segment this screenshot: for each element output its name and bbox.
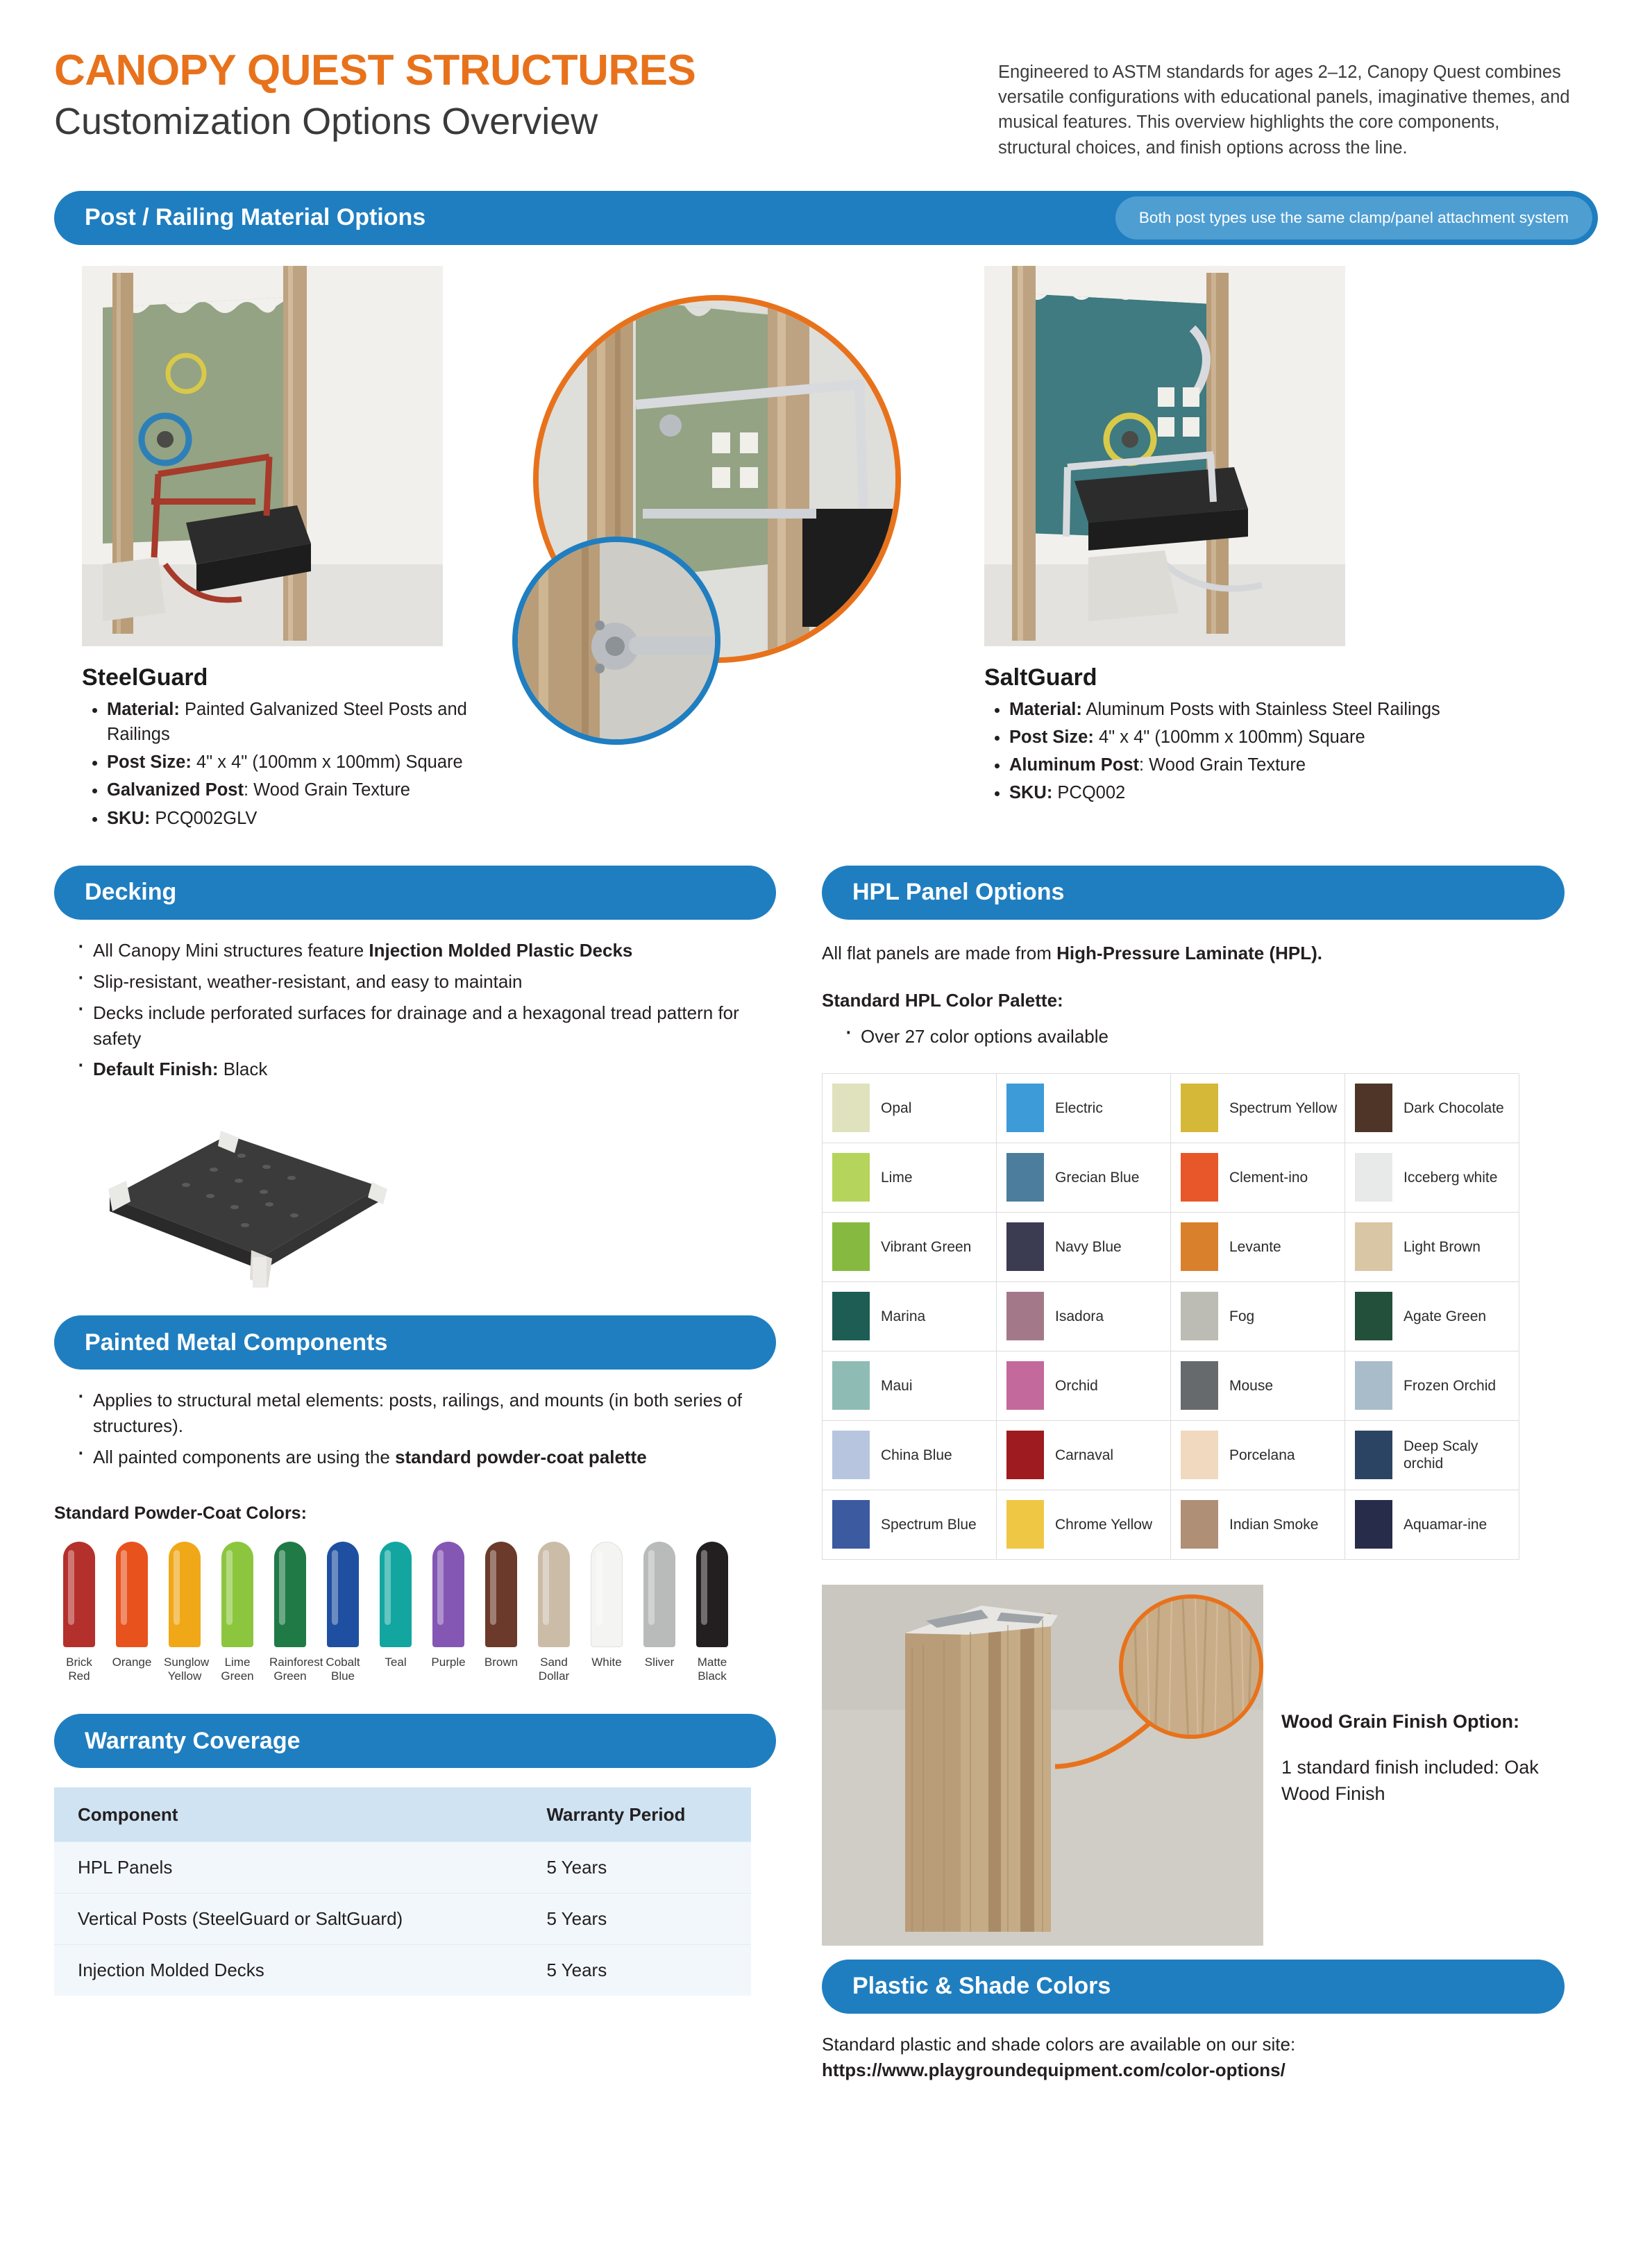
powder-coat-label: Sliver <box>644 1656 675 1669</box>
list-item: • Material: Aluminum Posts with Stainless Steel Railings <box>1009 697 1484 722</box>
warranty-table <box>54 1787 751 1996</box>
hpl-chip <box>1355 1431 1392 1479</box>
powder-coat-chip <box>432 1542 464 1647</box>
powder-coat-chip <box>591 1542 623 1647</box>
post-options-row <box>54 266 1598 834</box>
powder-coat-chip <box>327 1542 359 1647</box>
powder-coat-chip <box>221 1542 253 1647</box>
list-item: · All Canopy Mini structures feature Injection Molded Plastic Decks <box>74 938 776 963</box>
table-header-component: Component <box>78 1803 178 1825</box>
powder-coat-swatch <box>111 1542 153 1683</box>
hpl-chip-label: Clement-ino <box>1229 1169 1308 1186</box>
powder-coat-title: Standard Powder-Coat Colors: <box>54 1503 307 1524</box>
hpl-swatch <box>997 1490 1171 1560</box>
section-bar-painted-metal-label: Painted Metal Components <box>85 1329 388 1356</box>
hpl-swatch <box>1171 1421 1345 1490</box>
hpl-chip <box>1181 1222 1218 1271</box>
hpl-chip-label: Light Brown <box>1404 1238 1481 1255</box>
powder-coat-chip <box>696 1542 728 1647</box>
mount-detail-illustration <box>518 542 720 745</box>
table-header-row <box>54 1787 751 1842</box>
powder-coat-label: Matte Black <box>697 1656 727 1683</box>
steelguard-photo <box>82 266 443 646</box>
hpl-swatch <box>1171 1213 1345 1282</box>
steelguard-specs <box>54 697 512 831</box>
post-railing-note-pill: Both post types use the same clamp/panel attachment system <box>1115 196 1592 239</box>
hpl-chip-label: Mouse <box>1229 1377 1274 1394</box>
table-cell-component: Injection Molded Decks <box>78 1960 264 1981</box>
hpl-chip <box>1006 1361 1044 1410</box>
steelguard-illustration <box>82 266 443 646</box>
hpl-chip-label: Spectrum Yellow <box>1229 1100 1338 1116</box>
hpl-swatch <box>1171 1490 1345 1560</box>
saltguard-column <box>984 266 1484 834</box>
wood-post-photo <box>822 1585 1263 1946</box>
list-item: • Post Size: 4" x 4" (100mm x 100mm) Square <box>107 750 512 775</box>
hpl-chip-label: Grecian Blue <box>1055 1169 1140 1186</box>
powder-coat-chip <box>380 1542 412 1647</box>
hpl-chip <box>1006 1431 1044 1479</box>
hpl-swatch <box>823 1074 997 1143</box>
powder-coat-label: Purple <box>431 1656 466 1669</box>
saltguard-photo <box>984 266 1345 646</box>
table-cell-component: HPL Panels <box>78 1857 173 1878</box>
header-titles <box>54 49 956 142</box>
powder-coat-label: White <box>591 1656 622 1669</box>
section-bar-painted-metal <box>54 1315 776 1370</box>
hpl-swatch <box>1345 1351 1519 1421</box>
powder-coat-chip <box>169 1542 201 1647</box>
hpl-chip-label: Vibrant Green <box>881 1238 972 1255</box>
hpl-chip-label: Icceberg white <box>1404 1169 1498 1186</box>
section-bar-warranty-label: Warranty Coverage <box>85 1727 301 1754</box>
wood-grain-text <box>1263 1585 1541 1946</box>
hpl-chip-label: Dark Chocolate <box>1404 1100 1504 1116</box>
table-row <box>54 1842 751 1893</box>
hpl-chip-label: Marina <box>881 1308 926 1324</box>
table-cell-period: 5 Years <box>546 1960 607 1981</box>
hpl-chip-label: Levante <box>1229 1238 1281 1255</box>
wood-grain-block <box>822 1585 1565 1946</box>
hpl-swatch <box>1345 1213 1519 1282</box>
hpl-palette-title: Standard HPL Color Palette: <box>822 989 1063 1011</box>
mount-detail-callout <box>512 537 720 745</box>
list-item: · Applies to structural metal elements: posts, railings, and mounts (in both series of structures). <box>74 1388 776 1439</box>
section-bar-plastic-shade <box>822 1960 1565 2014</box>
hpl-swatch <box>997 1351 1171 1421</box>
hpl-swatch <box>823 1421 997 1490</box>
hpl-swatch <box>997 1074 1171 1143</box>
powder-coat-chip <box>116 1542 148 1647</box>
hpl-chip <box>832 1084 870 1132</box>
hpl-chip-label: Maui <box>881 1377 913 1394</box>
powder-coat-chip <box>63 1542 95 1647</box>
hpl-chip <box>1006 1222 1044 1271</box>
wood-grain-heading: Wood Grain Finish Option: <box>1281 1710 1519 1732</box>
hpl-chip-label: Isadora <box>1055 1308 1104 1324</box>
powder-coat-swatch <box>639 1542 680 1683</box>
hpl-chip-label: Aquamar-ine <box>1404 1516 1487 1533</box>
list-item: • Material: Painted Galvanized Steel Posts and Railings <box>107 697 512 747</box>
page-title: CANOPY QUEST STRUCTURES <box>54 47 696 94</box>
powder-coat-swatch <box>164 1542 210 1683</box>
hpl-swatch <box>823 1351 997 1421</box>
powder-coat-label: Brick Red <box>66 1656 92 1683</box>
hpl-swatch <box>997 1421 1171 1490</box>
list-item: • SKU: PCQ002 <box>1009 780 1484 805</box>
hpl-chip-label: Frozen Orchid <box>1404 1377 1497 1394</box>
saltguard-specs <box>984 697 1484 806</box>
hpl-swatch <box>823 1490 997 1560</box>
list-item: · Default Finish: Black <box>74 1056 776 1082</box>
right-column <box>822 866 1565 2084</box>
hpl-chip-label: Porcelana <box>1229 1447 1295 1463</box>
hpl-chip <box>832 1222 870 1271</box>
list-item: · Slip-resistant, weather-resistant, and easy to maintain <box>74 969 776 995</box>
hpl-swatch <box>997 1213 1171 1282</box>
hpl-chip-label: Indian Smoke <box>1229 1516 1319 1533</box>
hpl-swatch <box>1171 1351 1345 1421</box>
hpl-swatch <box>997 1143 1171 1213</box>
list-item: · Decks include perforated surfaces for drainage and a hexagonal tread pattern for safety <box>74 1000 776 1052</box>
hpl-swatch <box>1345 1282 1519 1351</box>
deck-illustration <box>103 1121 394 1295</box>
powder-coat-swatch <box>586 1542 627 1683</box>
section-bar-hpl <box>822 866 1565 920</box>
hpl-swatch <box>1345 1074 1519 1143</box>
hpl-chip <box>1355 1084 1392 1132</box>
hpl-swatch <box>823 1213 997 1282</box>
section-bar-warranty <box>54 1714 776 1768</box>
hpl-chip <box>1355 1500 1392 1549</box>
section-bar-hpl-label: HPL Panel Options <box>852 879 1065 906</box>
callout-column <box>512 266 943 834</box>
hpl-chip-label: Agate Green <box>1404 1308 1487 1324</box>
hpl-chip-label: Navy Blue <box>1055 1238 1122 1255</box>
table-cell-component: Vertical Posts (SteelGuard or SaltGuard) <box>78 1908 403 1930</box>
powder-coat-label: Teal <box>385 1656 407 1669</box>
list-item: • Post Size: 4" x 4" (100mm x 100mm) Square <box>1009 725 1484 750</box>
wood-grain-description: 1 standard finish included: Oak Wood Finish <box>1281 1756 1539 1804</box>
section-bar-decking-label: Decking <box>85 879 177 906</box>
wood-grain-closeup-callout <box>1119 1594 1263 1739</box>
hpl-chip <box>832 1292 870 1340</box>
hpl-chip <box>1181 1153 1218 1202</box>
hpl-chip <box>1006 1084 1044 1132</box>
powder-coat-label: Orange <box>112 1656 152 1669</box>
hpl-chip <box>1181 1361 1218 1410</box>
page-header <box>54 49 1598 160</box>
hpl-chip <box>1355 1153 1392 1202</box>
hpl-intro: All flat panels are made from High-Pressure Laminate (HPL). <box>822 942 1323 963</box>
section-bar-plastic-shade-label: Plastic & Shade Colors <box>852 1973 1111 2000</box>
powder-coat-label: Rainforest Green <box>269 1656 323 1683</box>
powder-coat-label: Sunglow Yellow <box>164 1656 210 1683</box>
hpl-chip <box>1181 1084 1218 1132</box>
hpl-chip <box>1355 1361 1392 1410</box>
powder-coat-swatch <box>691 1542 733 1683</box>
powder-coat-label: Cobalt Blue <box>326 1656 360 1683</box>
hpl-chip <box>1006 1153 1044 1202</box>
hpl-chip-label: Chrome Yellow <box>1055 1516 1153 1533</box>
hpl-chip <box>1355 1292 1392 1340</box>
hpl-swatch <box>1171 1143 1345 1213</box>
hpl-chip-label: Deep Scaly orchid <box>1404 1438 1478 1472</box>
powder-coat-label: Brown <box>484 1656 519 1669</box>
hpl-swatch <box>1345 1490 1519 1560</box>
plastic-shade-text: Standard plastic and shade colors are available on our site: https://www.playgroundequipment.com/color-options/ <box>822 2033 1296 2081</box>
table-header-period: Warranty Period <box>546 1803 686 1825</box>
hpl-chip <box>832 1361 870 1410</box>
hpl-swatch <box>1345 1143 1519 1213</box>
hpl-chip <box>832 1431 870 1479</box>
hpl-chip <box>1006 1500 1044 1549</box>
list-item: · All painted components are using the standard powder-coat palette <box>74 1444 776 1470</box>
hpl-chip <box>1181 1431 1218 1479</box>
hpl-chip-label: China Blue <box>881 1447 952 1463</box>
deck-illustration-wrap <box>54 1107 776 1315</box>
section-bar-post-railing-label: Post / Railing Material Options <box>85 204 426 231</box>
hpl-chip <box>832 1153 870 1202</box>
powder-coat-swatch <box>58 1542 100 1683</box>
hpl-chip <box>1355 1222 1392 1271</box>
steelguard-title: SteelGuard <box>82 664 208 691</box>
powder-coat-chip <box>274 1542 306 1647</box>
hpl-chip-label: Orchid <box>1055 1377 1098 1394</box>
list-item: • Aluminum Post: Wood Grain Texture <box>1009 752 1484 777</box>
hpl-swatch <box>1171 1074 1345 1143</box>
powder-coat-swatch <box>269 1542 323 1683</box>
hpl-chip <box>832 1500 870 1549</box>
section-bar-decking <box>54 866 776 920</box>
powder-coat-label: Lime Green <box>221 1656 254 1683</box>
page-subtitle: Customization Options Overview <box>54 101 598 143</box>
hpl-swatch <box>1171 1282 1345 1351</box>
hpl-chip-label: Opal <box>881 1100 912 1116</box>
powder-coat-swatch <box>375 1542 416 1683</box>
powder-coat-chip <box>538 1542 570 1647</box>
hpl-chip <box>1181 1500 1218 1549</box>
intro-paragraph: Engineered to ASTM standards for ages 2–12, Canopy Quest combines versatile configurations with educational panels, imaginative themes, and musical features. This overview highlights the core components, structural choices, and finish options across the line. <box>998 62 1570 158</box>
powder-coat-label: Sand Dollar <box>538 1656 570 1683</box>
list-item: • Galvanized Post: Wood Grain Texture <box>107 777 512 802</box>
post-railing-section <box>54 191 1598 834</box>
body-columns <box>54 866 1598 2084</box>
powder-coat-swatch <box>322 1542 364 1683</box>
hpl-swatch <box>823 1282 997 1351</box>
wood-grain-closeup <box>1123 1599 1263 1739</box>
table-cell-period: 5 Years <box>546 1857 607 1878</box>
list-item: • SKU: PCQ002GLV <box>107 806 512 831</box>
powder-coat-chip <box>485 1542 517 1647</box>
hpl-swatch <box>997 1282 1171 1351</box>
steelguard-column <box>54 266 512 834</box>
hpl-swatch <box>823 1143 997 1213</box>
painted-metal-bullets <box>54 1388 776 1470</box>
saltguard-illustration <box>984 266 1345 646</box>
table-cell-period: 5 Years <box>546 1908 607 1930</box>
section-bar-post-railing <box>54 191 1598 245</box>
list-item: · Over 27 color options available <box>841 1024 1565 1050</box>
saltguard-title: SaltGuard <box>984 664 1097 691</box>
powder-coat-swatch <box>428 1542 469 1683</box>
hpl-chip-label: Lime <box>881 1169 913 1186</box>
hpl-swatch <box>1345 1421 1519 1490</box>
hpl-chip <box>1181 1292 1218 1340</box>
left-column <box>54 866 776 2084</box>
hpl-chip-label: Fog <box>1229 1308 1255 1324</box>
table-row <box>54 1893 751 1944</box>
powder-coat-swatch <box>533 1542 575 1683</box>
hpl-chip-label: Carnaval <box>1055 1447 1114 1463</box>
powder-coat-swatch <box>217 1542 258 1683</box>
hpl-chip-label: Spectrum Blue <box>881 1516 977 1533</box>
powder-coat-chip <box>643 1542 675 1647</box>
hpl-chip-label: Electric <box>1055 1100 1103 1116</box>
powder-coat-swatches <box>54 1542 776 1683</box>
powder-coat-swatch <box>480 1542 522 1683</box>
table-row <box>54 1944 751 1996</box>
hpl-chip <box>1006 1292 1044 1340</box>
plastic-shade-url[interactable]: https://www.playgroundequipment.com/color-options/ <box>822 2060 1286 2081</box>
hpl-swatch-grid <box>822 1073 1519 1560</box>
decking-bullets <box>54 938 776 1083</box>
hpl-bullets <box>822 1024 1565 1050</box>
